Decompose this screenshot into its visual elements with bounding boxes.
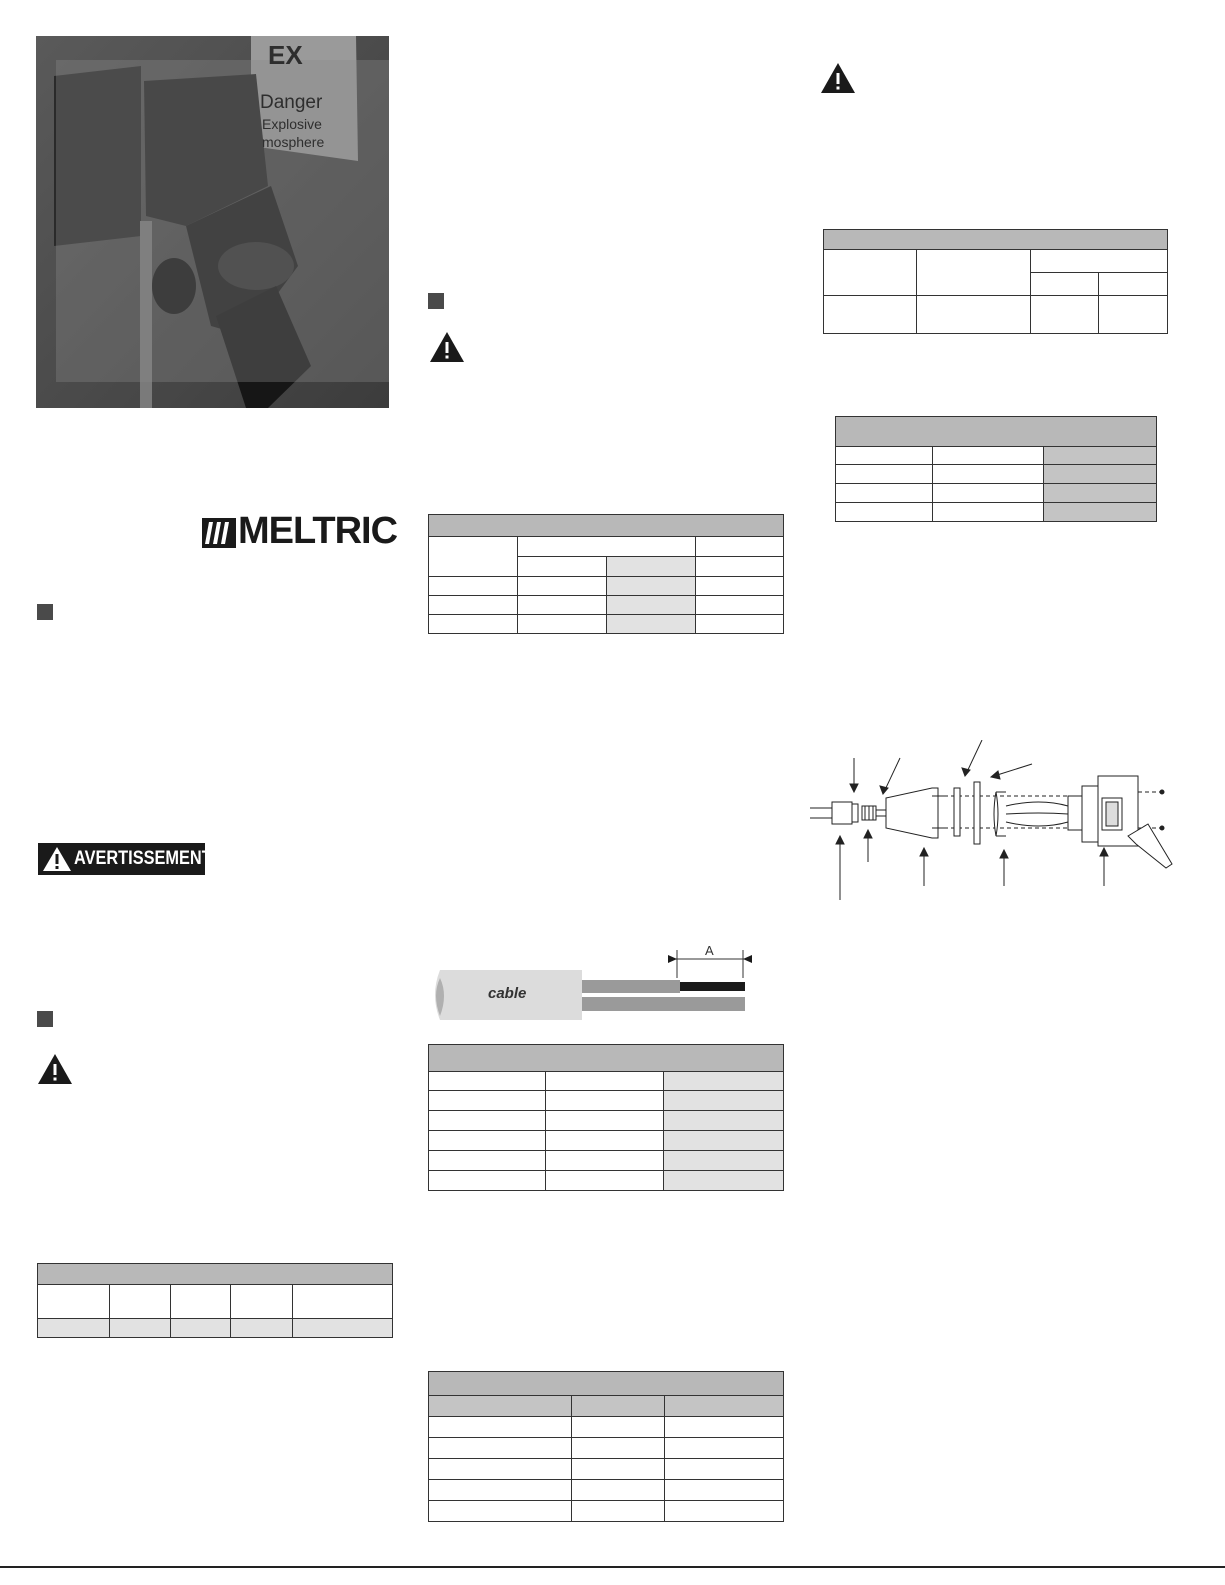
sign-line-1: Danger [260, 92, 323, 113]
section-square-icon [428, 293, 444, 309]
warning-triangle-icon [42, 846, 72, 872]
dimension-label: A [705, 943, 714, 958]
cable-range-table [835, 416, 1157, 522]
warning-triangle-icon [37, 1053, 73, 1085]
meltric-logo-icon [202, 518, 236, 548]
fuse-table [823, 229, 1168, 334]
sign-line-2: Explosive [262, 116, 322, 132]
section-square-icon [37, 604, 53, 620]
meltric-logo [202, 510, 398, 552]
product-photo [36, 36, 389, 408]
warning-banner [38, 843, 212, 875]
bottom-rule [0, 1566, 1225, 1568]
wire-strip-figure [430, 940, 765, 1024]
warning-triangle-icon [820, 62, 856, 94]
assembly-diagram [810, 740, 1180, 900]
sign-line-3: mosphere [262, 134, 325, 150]
section-square-icon [37, 1011, 53, 1027]
sign-symbol: EX [268, 40, 303, 70]
rating-table [37, 1263, 393, 1338]
logo-text: MELTRIC [238, 510, 398, 552]
torque-table [428, 1371, 784, 1522]
cable-label: cable [488, 985, 527, 1002]
warning-banner-label: AVERTISSEMENT [74, 848, 212, 869]
conductor-table [428, 514, 784, 634]
warning-triangle-icon [429, 331, 465, 363]
strip-length-table [428, 1044, 784, 1191]
